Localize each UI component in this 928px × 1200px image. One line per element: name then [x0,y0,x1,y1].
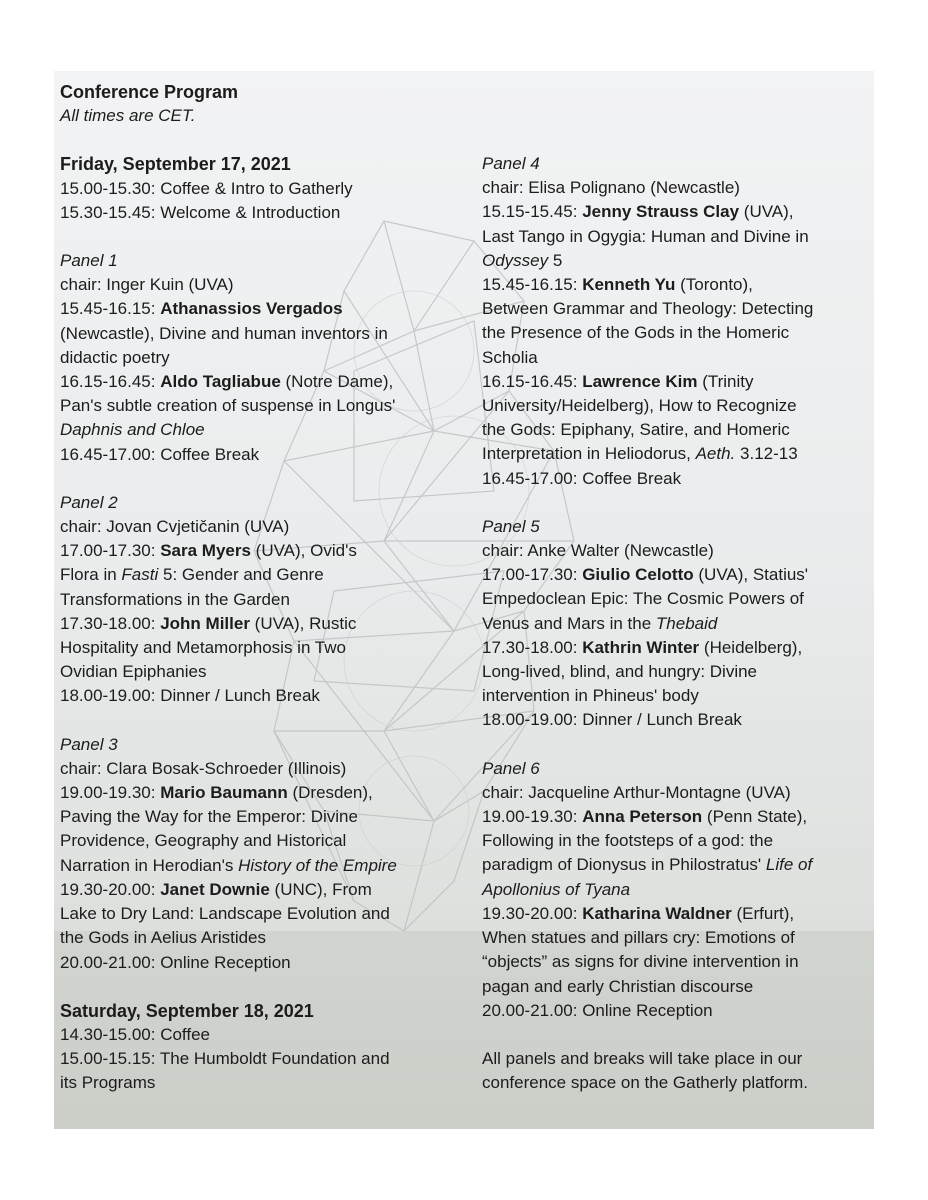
text-fragment: 17.30-18.00: [482,637,578,657]
break-line [482,467,867,491]
text-fragment: Odyssey [482,250,549,270]
speaker-name: Mario Baumann [160,783,288,803]
talk-line [482,273,867,297]
text-fragment: 3.12-13 [740,444,798,464]
text-fragment: Interpretation in Heliodorus, [482,444,691,464]
talk-line [60,878,480,902]
panel-chair: chair: Inger Kuin (UVA) [60,275,234,295]
text-fragment [60,563,480,587]
text-fragment: Venus and Mars in the [482,613,652,633]
text-fragment: (Trinity [702,371,754,391]
text-fragment: Empedoclean Epic: The Cosmic Powers of [482,589,804,609]
text-fragment: Aeth. [695,444,736,464]
panel-6 [482,757,867,1023]
talk-line [60,297,480,321]
text-fragment: Lake to Dry Land: Landscape Evolution and [60,904,390,924]
text-fragment: intervention in Phineus' body [482,686,699,706]
text-fragment: Ovidian Epiphanies [60,662,207,682]
text-fragment: 17.00-17.30: [60,541,156,561]
speaker-name: John Miller [160,613,250,633]
panel-label: Panel 4 [482,154,540,173]
text-fragment: 19.30-20.00: [60,879,156,899]
text-fragment: University/Heidelberg), How to Recognize [482,396,797,416]
text-fragment: Pan's subtle creation of suspense in Longus' [60,396,396,416]
panel-label: Panel 5 [482,516,540,536]
talk-line [482,200,867,224]
panel-label: Panel 2 [60,492,118,512]
text-fragment: Flora in [60,565,117,585]
timezone-note: All times are CET. [60,106,196,126]
text-fragment: (UVA), [743,202,794,222]
speaker-name: Anna Peterson [582,807,703,827]
break-line [60,951,480,975]
talk-line [482,902,867,926]
talk-line [60,612,480,636]
text-fragment: Following in the footsteps of a god: the [482,831,774,851]
panel-1 [60,249,480,467]
text-fragment: paradigm of Dionysus in Philostratus' [482,855,762,875]
text-fragment: (Heidelberg), [703,637,803,657]
schedule-line [60,201,480,225]
talk-line [60,370,480,394]
text-fragment: The Humboldt Foundation and [159,1049,390,1069]
schedule-line [60,177,480,201]
text-fragment: (UVA), Statius' [698,565,809,585]
speaker-name: Katharina Waldner [582,903,732,923]
talk-line [60,539,480,563]
speaker-name: Athanassios Vergados [160,299,343,319]
program-sheet [54,71,874,1129]
text-fragment: Transformations in the Garden [60,589,290,609]
text-fragment: Providence, Geography and Historical [60,831,347,851]
panel-chair: chair: Elisa Polignano (Newcastle) [482,178,740,198]
break-line [60,684,480,708]
text-fragment: 17.30-18.00: [60,613,156,633]
talk-line [482,636,867,660]
text-fragment [482,249,867,273]
talk-line [60,781,480,805]
talk-line [482,370,867,394]
panel-label: Panel 3 [60,734,118,754]
day-heading-friday: Friday, September 17, 2021 [60,154,291,175]
panel-chair: chair: Clara Bosak-Schroeder (Illinois) [60,758,347,778]
text-fragment: Apollonius of Tyana [482,879,631,899]
text-fragment: When statues and pillars cry: Emotions of [482,928,795,948]
speaker-name: Lawrence Kim [582,371,698,391]
speaker-name: Janet Downie [160,879,270,899]
panel-2 [60,491,480,709]
text-fragment: the Presence of the Gods in the Homeric [482,323,790,343]
text-fragment: Narration in Herodian's [60,855,234,875]
talk-line [482,563,867,587]
text-fragment: Coffee [160,1024,210,1044]
text-fragment: “objects” as signs for divine intervention in [482,952,799,972]
text-fragment: (Notre Dame), [285,372,394,392]
text-fragment: (Toronto), [680,275,753,295]
text-fragment: 16.45-17.00: [60,444,156,464]
speaker-name: Jenny Strauss Clay [582,202,740,222]
talk-line [482,805,867,829]
text-fragment: 19.30-20.00: [482,903,578,923]
text-fragment: 16.15-16.45: [482,371,578,391]
text-fragment: Life of [765,855,813,875]
panel-chair: chair: Anke Walter (Newcastle) [482,541,714,561]
speaker-name: Kathrin Winter [582,637,700,657]
text-fragment: Coffee Break [160,444,260,464]
panel-label: Panel 6 [482,758,540,778]
text-fragment: Online Reception [160,952,291,972]
text-fragment: (Dresden), [292,783,373,803]
saturday-section [60,999,480,1096]
text-fragment: conference space on the Gatherly platform. [482,1073,809,1093]
text-fragment: Online Reception [582,1000,713,1020]
text-fragment: 19.00-19.30: [482,807,578,827]
text-fragment: (UNC), From [274,879,372,899]
text-fragment: Coffee Break [582,468,682,488]
speaker-name: Sara Myers [160,541,251,561]
panel-3 [60,733,480,975]
text-fragment: All panels and breaks will take place in our [482,1048,803,1068]
text-fragment: 17.00-17.30: [482,565,578,585]
text-fragment: 5 [552,250,563,270]
text-fragment: History of the Empire [238,855,397,875]
text-fragment: 20.00-21.00: [60,952,156,972]
speaker-name: Giulio Celotto [582,565,694,585]
text-fragment: 15.30-15.45: [60,202,156,222]
speaker-name: Kenneth Yu [582,275,676,295]
text-fragment: 15.45-16.15: [482,275,578,295]
text-fragment: Fasti [121,565,159,585]
text-fragment: 19.00-19.30: [60,783,156,803]
text-fragment: pagan and early Christian discourse [482,976,754,996]
text-fragment: 16.45-17.00: [482,468,578,488]
panel-5 [482,515,867,733]
text-fragment: 15.00-15.30: [60,178,156,198]
speaker-name: Aldo Tagliabue [160,372,281,392]
text-fragment: Long-lived, blind, and hungry: Divine [482,662,758,682]
text-fragment: (Penn State), [706,807,808,827]
text-fragment: Hospitality and Metamorphosis in Two [60,638,346,658]
panel-4 [482,152,867,491]
text-fragment: the Gods in Aelius Aristides [60,928,267,948]
schedule-line [60,1023,480,1047]
panel-chair: chair: Jacqueline Arthur-Montagne (UVA) [482,782,791,802]
text-fragment: 16.15-16.45: [60,372,156,392]
text-fragment: the Gods: Epiphany, Satire, and Homeric [482,420,790,440]
closing-note [482,1047,867,1095]
program-title: Conference Program [60,82,239,102]
text-fragment: (Erfurt), [736,903,795,923]
text-fragment: Between Grammar and Theology: Detecting [482,299,814,319]
text-fragment: Coffee & Intro to Gatherly [160,178,353,198]
text-fragment: Welcome & Introduction [160,202,341,222]
text-fragment: Paving the Way for the Emperor: Divine [60,807,358,827]
panel-chair: chair: Jovan Cvjetičanin (UVA) [60,517,290,537]
text-fragment: its Programs [60,1073,156,1093]
text-fragment: (UVA), Rustic [254,613,357,633]
text-fragment [482,612,867,636]
panel-label: Panel 1 [60,251,118,271]
break-line [482,999,867,1023]
text-fragment: Dinner / Lunch Break [582,710,742,730]
day-heading-saturday: Saturday, September 18, 2021 [60,1000,314,1021]
text-fragment: 14.30-15.00: [60,1024,156,1044]
text-fragment: Dinner / Lunch Break [160,686,320,706]
text-fragment: 15.15-15.45: [482,202,578,222]
text-fragment: 18.00-19.00: [482,710,578,730]
text-fragment: 18.00-19.00: [60,686,156,706]
friday-section [60,152,480,225]
text-fragment: 20.00-21.00: [482,1000,578,1020]
text-fragment: Scholia [482,347,538,367]
text-fragment [482,442,867,466]
text-fragment [60,854,480,878]
text-fragment: (UVA), Ovid's [255,541,357,561]
break-line [60,443,480,467]
text-fragment: Last Tango in Ogygia: Human and Divine in [482,226,809,246]
text-fragment: didactic poetry [60,347,170,367]
text-fragment: 5: Gender and Genre [163,565,324,585]
text-fragment: 15.45-16.15: [60,299,156,319]
schedule-line [60,1047,480,1071]
text-fragment [482,853,867,877]
text-fragment: Thebaid [655,613,718,633]
left-column [60,80,480,1096]
text-fragment: Daphnis and Chloe [60,420,205,440]
break-line [482,708,867,732]
text-fragment: (Newcastle), Divine and human inventors in [60,323,388,343]
text-fragment: 15.00-15.15: [60,1049,156,1069]
right-column [482,152,867,1095]
